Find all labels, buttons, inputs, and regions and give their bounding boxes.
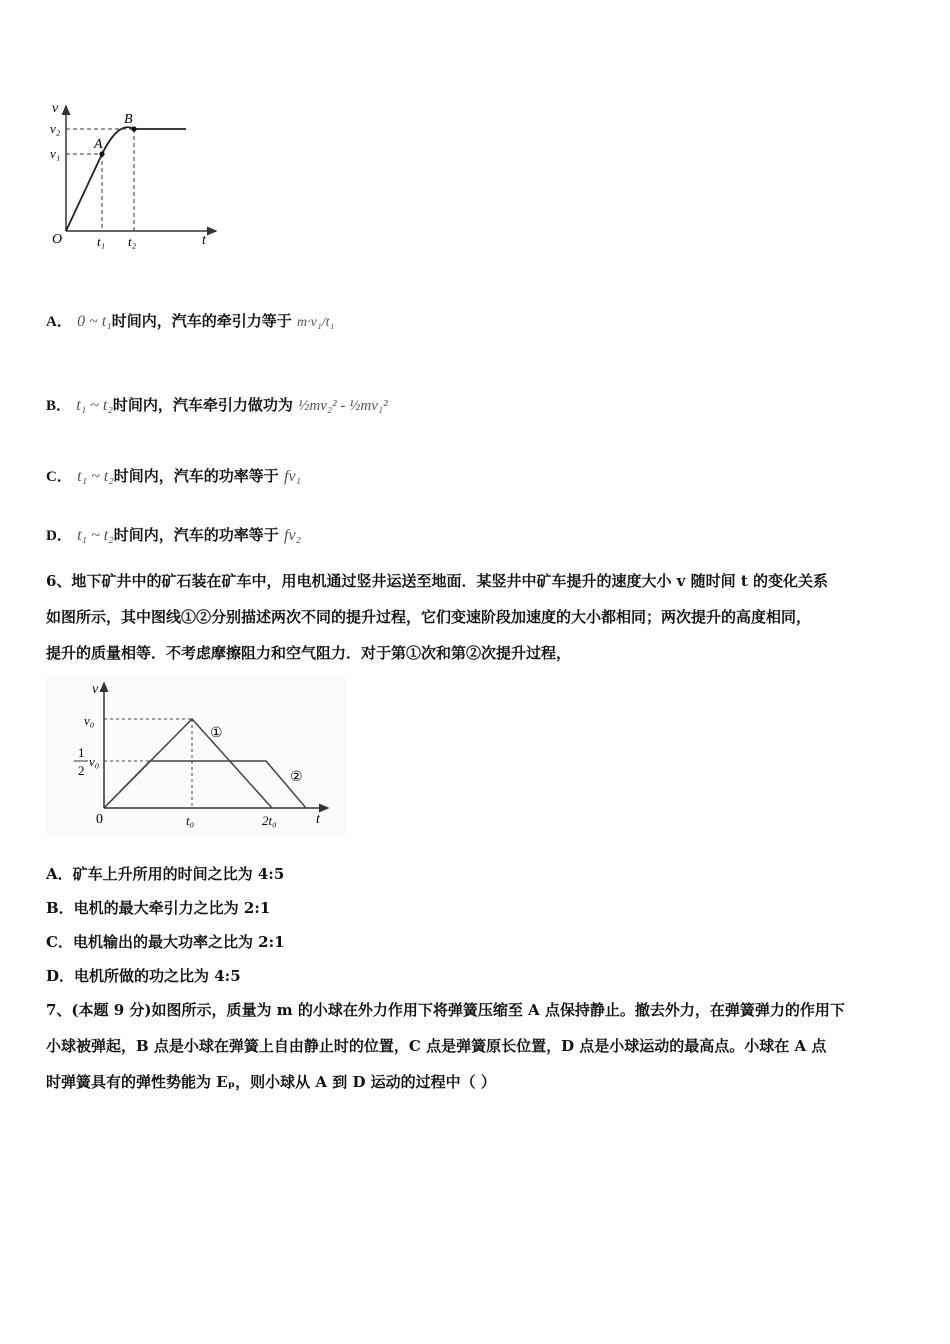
q5-option-c-text: 时间内，汽车的功率等于 [113,467,279,485]
q6-stem [46,563,911,671]
q5-t1-label: t₁ [97,234,106,249]
q6-v0-label: v₀ [84,713,95,728]
q5-option-d-range: t₁ ~ t₂ [77,527,114,544]
q5-vt-graph [44,98,224,253]
q6-t0-label: t₀ [186,813,195,828]
q6-half-den: 2 [78,763,85,778]
q5-origin-label: O [52,232,63,247]
q5-option-b-text: 时间内，汽车牵引力做功为 [112,396,293,414]
q5-option-c-expr: fv₁ [284,468,302,485]
q5-option-a-range: 0 ~ t₁ [77,313,112,330]
q5-v1-label: v₁ [50,146,61,161]
q5-option-a[interactable]: A． 0 ~ t₁时间内，汽车的牵引力等于 m·v₁/t₁ [46,312,335,330]
q6-curve-1-label: ① [210,726,223,741]
q5-v-label: v [52,101,59,116]
q5-option-b-range: t₁ ~ t₂ [76,397,113,414]
q5-option-a-expr: m·v₁/t₁ [297,315,335,330]
q6-option-a[interactable]: A．矿车上升所用的时间之比为 4:5 [46,865,285,883]
q5-curve [66,127,186,231]
q5-b-label: B [124,112,133,127]
q5-option-d[interactable]: D． t₁ ~ t₂时间内，汽车的功率等于 fv₂ [46,526,302,544]
q6-stem-line: 如图所示，其中图线①②分别描述两次不同的提升过程，它们变速阶段加速度的大小都相同；两次提升的高度相同， [46,608,812,626]
q7-stem-line: 7、(本题 9 分)如图所示，质量为 m 的小球在外力作用下将弹簧压缩至 A 点保持静止。撤去外力，在弹簧弹力的作用下 [46,1001,845,1019]
q6-half-v0: v₀ [89,754,100,769]
q5-a-label: A [94,137,103,152]
q6-origin-label: 0 [96,812,103,827]
q5-option-c-range: t₁ ~ t₂ [77,468,114,485]
q5-t2-label: t₂ [128,234,137,249]
q5-t-label: t [202,233,206,248]
q5-option-a-text: 时间内，汽车的牵引力等于 [111,312,292,330]
q5-option-d-expr: fv₂ [284,527,302,544]
q5-point-b [131,126,136,131]
q6-v-label: v [92,682,99,697]
q6-stem-line: 提升的质量相等．不考虑摩擦阻力和空气阻力．对于第①次和第②次提升过程， [46,644,572,662]
q5-option-c[interactable]: C． t₁ ~ t₂时间内，汽车的功率等于 fv₁ [46,467,302,485]
q6-curve-2-label: ② [290,770,303,785]
q5-v2-label: v₂ [50,121,61,136]
q6-stem-line: 6、地下矿井中的矿石装在矿车中，用电机通过竖井运送至地面．某竖井中矿车提升的速度大小 v 随时间 t 的变化关系 [46,572,828,590]
q7-stem-line: 小球被弹起，B 点是小球在弹簧上自由静止时的位置，C 点是弹簧原长位置，D 点是小球运动的最高点。小球在 A 点 [46,1037,827,1055]
q6-vt-graph [46,675,346,837]
q6-option-d[interactable]: D．电机所做的功之比为 4:5 [46,967,241,985]
q6-t-label: t [316,812,320,827]
q5-option-b-expr: ½mv₂² - ½mv₁² [298,398,388,414]
q5-point-a [99,151,104,156]
q7-stem-line: 时弹簧具有的弹性势能为 Eₚ，则小球从 A 到 D 运动的过程中（ ） [46,1073,496,1091]
q6-2t0-label: 2t₀ [262,813,277,828]
q6-half-num: 1 [78,745,85,760]
q6-option-b[interactable]: B．电机的最大牵引力之比为 2:1 [46,899,271,917]
q5-option-b[interactable]: B． t₁ ~ t₂时间内，汽车牵引力做功为 ½mv₂² - ½mv₁² [46,396,388,414]
q5-option-d-text: 时间内，汽车的功率等于 [113,526,279,544]
q6-option-c[interactable]: C．电机输出的最大功率之比为 2:1 [46,933,285,951]
q7-stem [46,992,911,1100]
